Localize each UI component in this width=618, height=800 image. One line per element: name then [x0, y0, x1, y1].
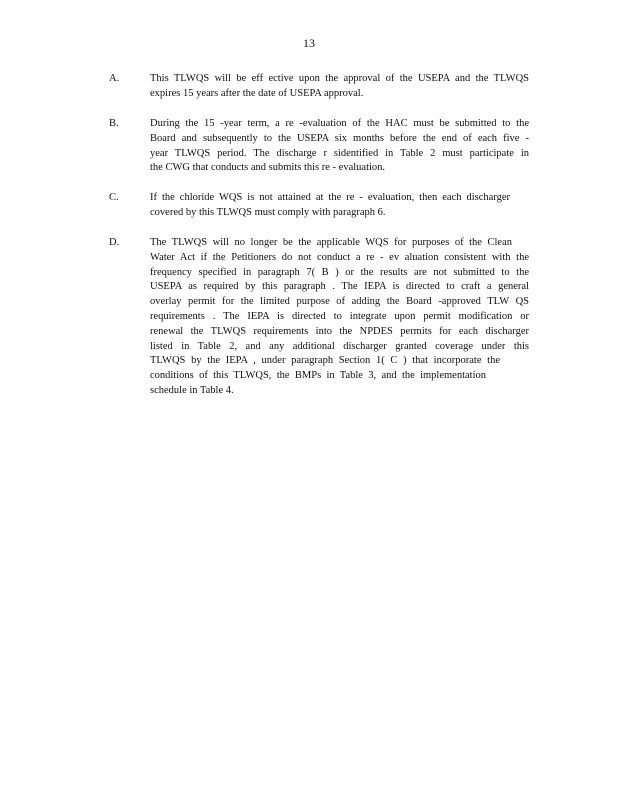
text-line: Water Act if the Petitioners do not conduct a re - ev aluation consistent with the: [150, 251, 529, 263]
text-line: overlay permit for the limited purpose of adding the Board -approved TLW QS: [150, 296, 529, 308]
text-line: renewal the TLWQS requirements into the NPDES permits for each discharger: [150, 325, 529, 337]
text-line: Board and subsequently to the USEPA six months before the end of each five -: [150, 132, 529, 144]
text-line: the CWG that conducts and submits this re - evaluation.: [150, 162, 386, 174]
text-line: conditions of this TLWQS, the BMPs in Table 3, and the implementation: [150, 370, 486, 382]
paragraph-letter: C.: [109, 192, 119, 203]
page-number: 13: [303, 36, 315, 50]
paragraph-body: [150, 72, 529, 102]
text-line: listed in Table 2, and any additional discharger granted coverage under this: [150, 340, 529, 352]
paragraph-letter: D.: [109, 237, 120, 248]
paragraph-letter: A.: [109, 73, 120, 84]
text-line: USEPA as required by this paragraph . The IEPA is directed to craft a general: [150, 281, 529, 293]
text-line: frequency specified in paragraph 7( B ) or the results are not submitted to the: [150, 266, 529, 278]
text-line: The TLWQS will no longer be the applicable WQS for purposes of the Clean: [150, 237, 512, 248]
paragraph-body: [150, 117, 529, 176]
paragraph-b: [109, 117, 529, 176]
paragraph-a: [109, 72, 529, 102]
text-line: expires 15 years after the date of USEPA approval.: [150, 87, 364, 99]
text-line: If the chloride WQS is not attained at the re - evaluation, then each discharger: [150, 192, 510, 203]
text-line: This TLWQS will be eff ective upon the approval of the USEPA and the TLWQS: [150, 73, 529, 84]
paragraph-body: [150, 236, 529, 399]
text-line: covered by this TLWQS must comply with paragraph 6.: [150, 206, 386, 218]
text-line: schedule in Table 4.: [150, 384, 234, 396]
text-line: requirements . The IEPA is directed to integrate upon permit modification or: [150, 310, 529, 322]
paragraph-d: [109, 236, 529, 399]
paragraph-letter: B.: [109, 118, 119, 129]
text-line: During the 15 -year term, a re -evaluation of the HAC must be submitted to the: [150, 118, 529, 129]
text-line: TLWQS by the IEPA , under paragraph Section 1( C ) that incorporate the: [150, 355, 500, 367]
text-line: year TLWQS period. The discharge r sidentified in Table 2 must participate in: [150, 147, 529, 159]
paragraph-c: [109, 191, 529, 221]
paragraph-body: [150, 191, 529, 221]
